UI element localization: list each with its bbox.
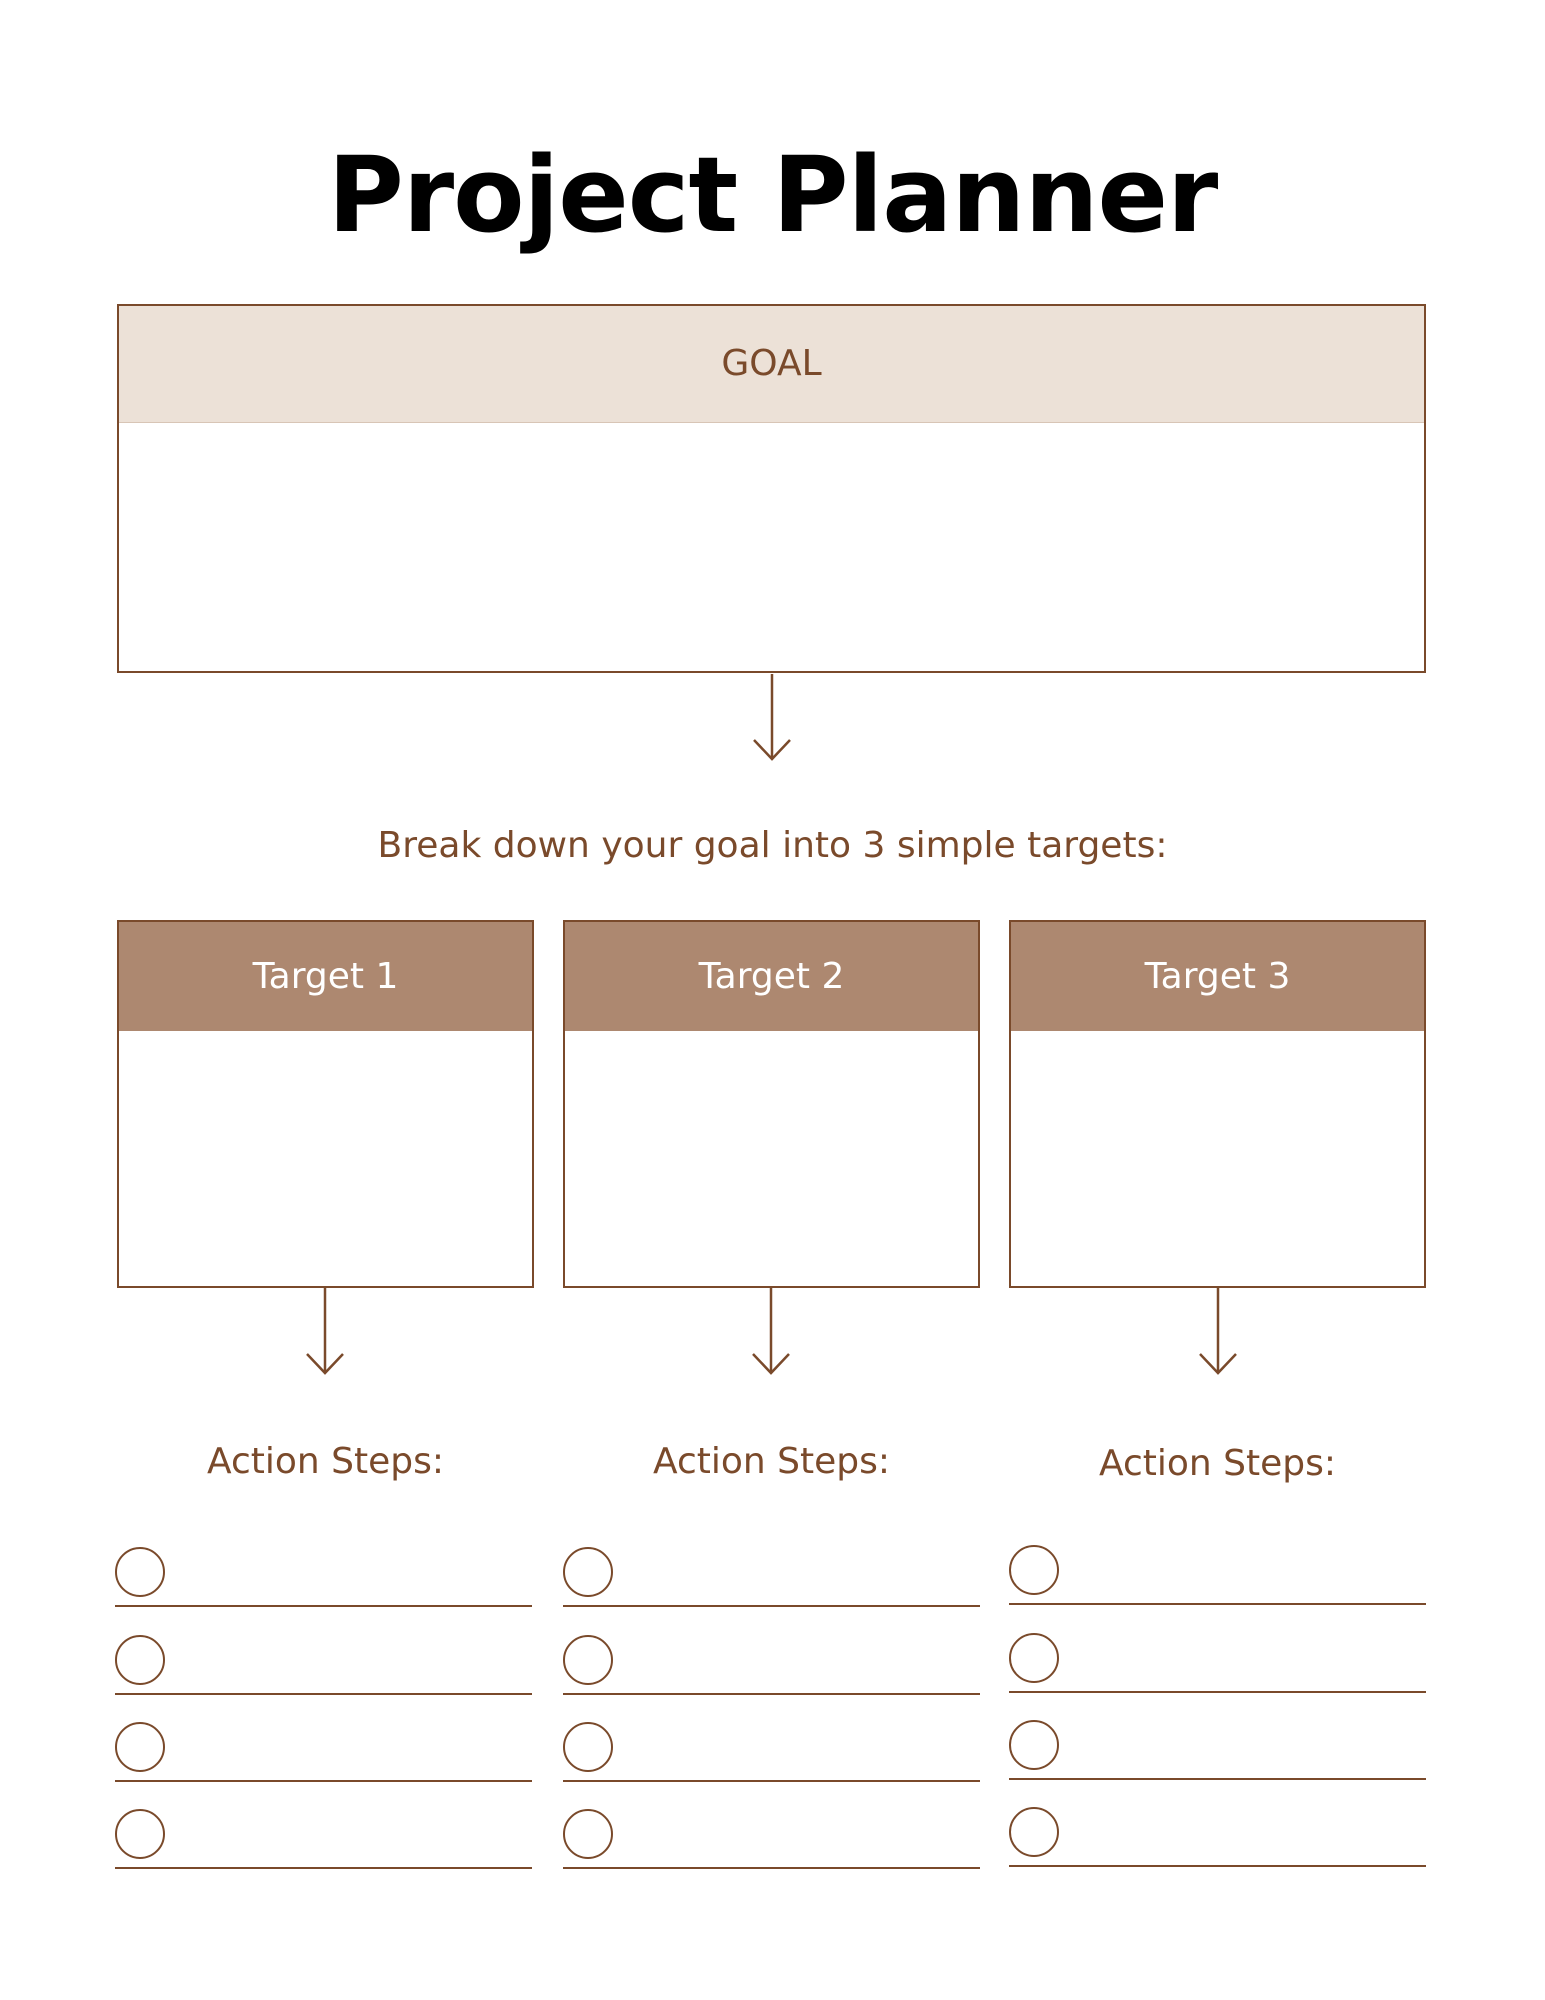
write-line [115,1693,532,1695]
action-step-row[interactable] [115,1712,532,1782]
target-box-1[interactable] [117,920,534,1288]
action-step-row[interactable] [1009,1797,1426,1867]
circle-checkbox-icon[interactable] [563,1635,613,1685]
action-step-row[interactable] [1009,1710,1426,1780]
arrow-down-icon [295,1288,355,1378]
action-step-row[interactable] [115,1625,532,1695]
circle-checkbox-icon[interactable] [1009,1807,1059,1857]
page-title: Project Planner [327,134,1218,256]
circle-checkbox-icon[interactable] [563,1809,613,1859]
circle-checkbox-icon[interactable] [1009,1720,1059,1770]
write-line [115,1780,532,1782]
target-header-3: Target 3 [1011,922,1424,1031]
action-step-row[interactable] [563,1712,980,1782]
action-step-row[interactable] [563,1799,980,1869]
target-box-2[interactable] [563,920,980,1288]
write-line [1009,1865,1426,1867]
write-line [115,1867,532,1869]
action-step-row[interactable] [563,1625,980,1695]
arrow-down-icon [741,1288,801,1378]
target-box-3[interactable] [1009,920,1426,1288]
action-step-row[interactable] [1009,1623,1426,1693]
write-line [563,1780,980,1782]
circle-checkbox-icon[interactable] [115,1635,165,1685]
action-steps-label-2: Action Steps: [652,1441,891,1482]
action-step-row[interactable] [563,1537,980,1607]
circle-checkbox-icon[interactable] [563,1722,613,1772]
write-line [1009,1778,1426,1780]
target-header-1: Target 1 [119,922,532,1031]
arrow-down-icon [742,674,802,764]
write-line [563,1693,980,1695]
action-step-row[interactable] [1009,1535,1426,1605]
write-line [115,1605,532,1607]
circle-checkbox-icon[interactable] [563,1547,613,1597]
circle-checkbox-icon[interactable] [1009,1545,1059,1595]
action-steps-label-3: Action Steps: [1098,1443,1337,1484]
circle-checkbox-icon[interactable] [115,1722,165,1772]
action-step-row[interactable] [115,1537,532,1607]
action-step-row[interactable] [115,1799,532,1869]
goal-header: GOAL [119,306,1424,423]
write-line [1009,1603,1426,1605]
write-line [563,1605,980,1607]
circle-checkbox-icon[interactable] [1009,1633,1059,1683]
circle-checkbox-icon[interactable] [115,1547,165,1597]
write-line [563,1867,980,1869]
goal-box[interactable] [117,304,1426,673]
write-line [1009,1691,1426,1693]
target-header-2: Target 2 [565,922,978,1031]
arrow-down-icon [1188,1288,1248,1378]
circle-checkbox-icon[interactable] [115,1809,165,1859]
breakdown-instruction: Break down your goal into 3 simple targets: [377,825,1168,866]
action-steps-label-1: Action Steps: [206,1441,445,1482]
